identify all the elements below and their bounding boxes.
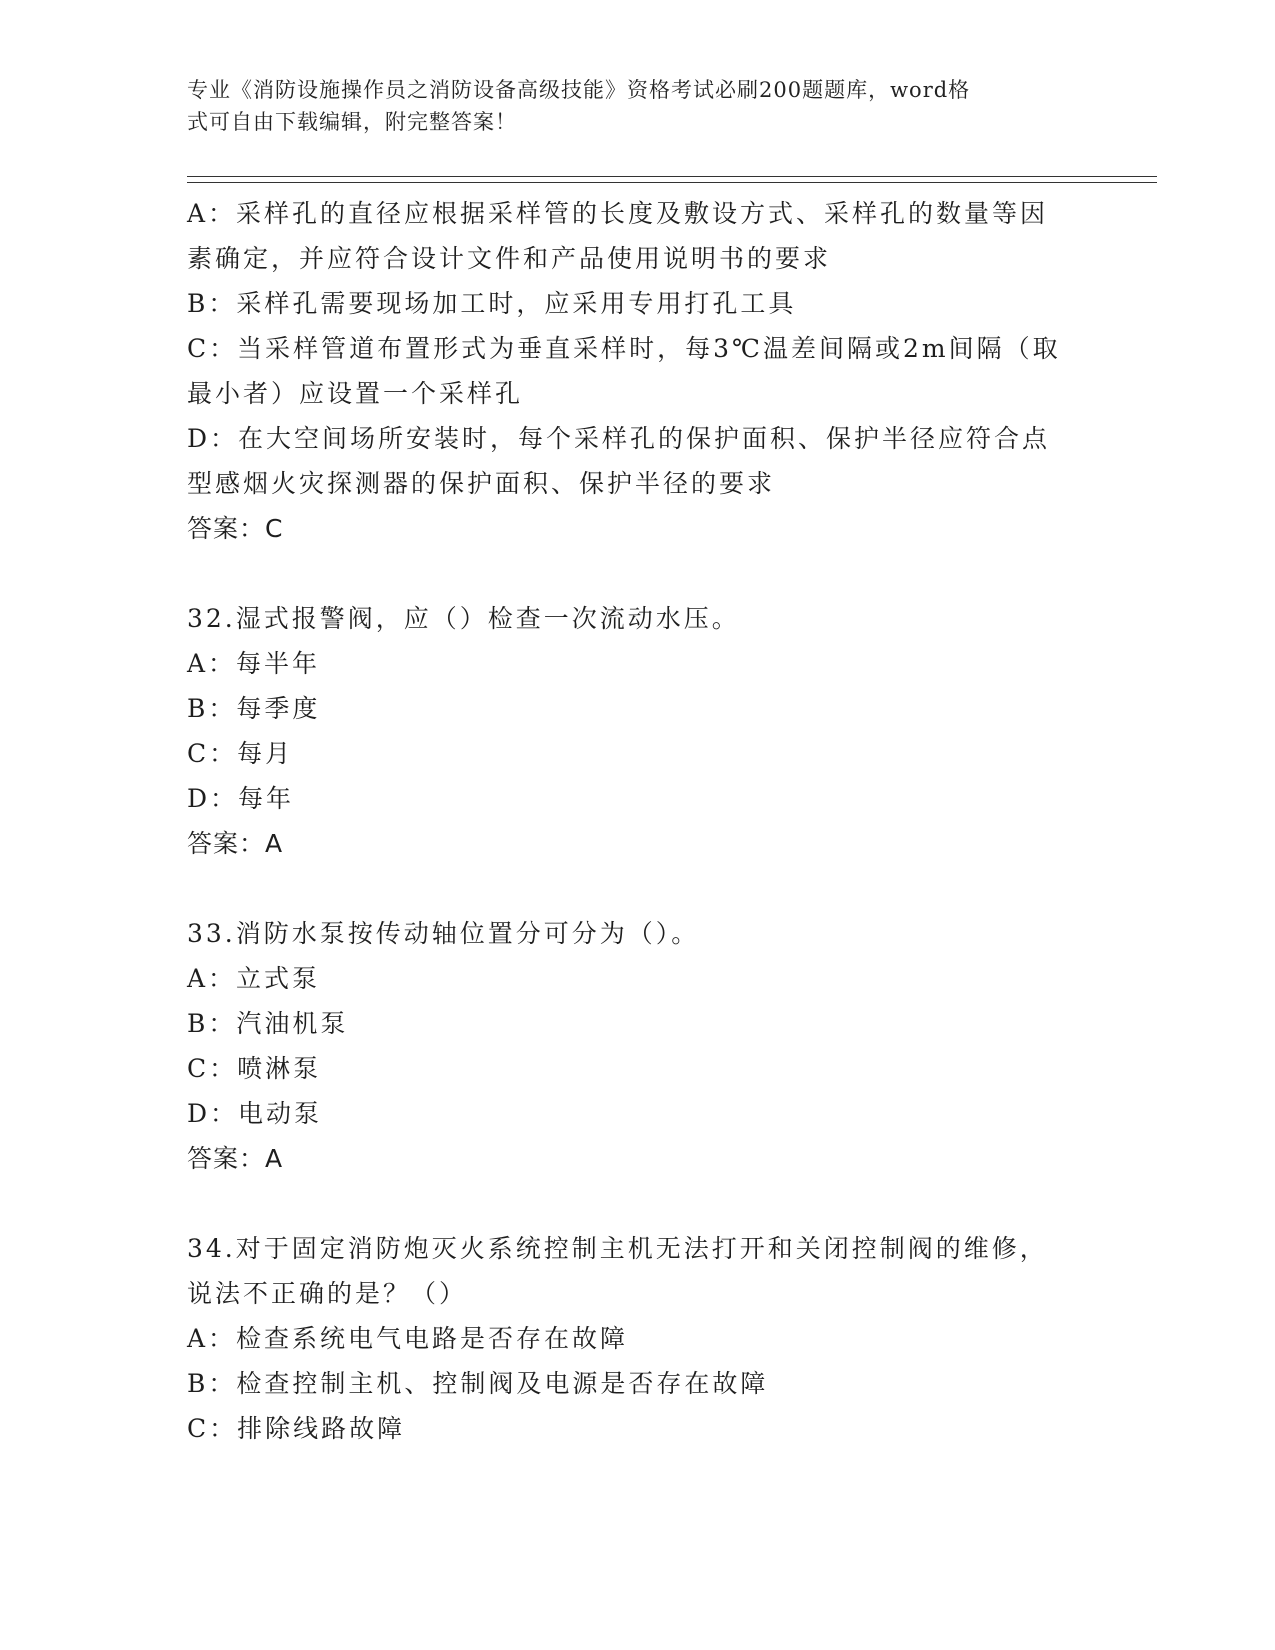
q34-question-line-2: 说法不正确的是？（） — [187, 1279, 468, 1308]
question-list — [187, 191, 1087, 1451]
q33-option-a: A：立式泵 — [187, 964, 321, 993]
spacer — [187, 866, 1087, 911]
header-line-2: 式可自由下载编辑，附完整答案！ — [187, 110, 517, 134]
q33-option-c: C：喷淋泵 — [187, 1054, 322, 1083]
q32-answer: 答案：A — [187, 829, 284, 858]
q31-option-c-line-1: C：当采样管道布置形式为垂直采样时，每3℃温差间隔或2m间隔（取 — [187, 334, 1061, 363]
header-rule-bottom — [187, 182, 1157, 183]
q32-option-c: C：每月 — [187, 739, 294, 768]
q33-answer: 答案：A — [187, 1144, 284, 1173]
q33-option-d: D：电动泵 — [187, 1099, 323, 1128]
question-33 — [187, 911, 1087, 1181]
question-34 — [187, 1226, 1087, 1451]
header-line-1: 专业《消防设施操作员之消防设备高级技能》资格考试必刷200题题库，word格 — [187, 78, 971, 102]
q32-option-b: B：每季度 — [187, 694, 321, 723]
q31-option-d-line-1: D：在大空间场所安装时，每个采样孔的保护面积、保护半径应符合点 — [187, 424, 1051, 453]
q31-option-a-line-2: 素确定，并应符合设计文件和产品使用说明书的要求 — [187, 244, 832, 273]
question-31-tail — [187, 191, 1087, 551]
q32-question: 32.湿式报警阀，应（）检查一次流动水压。 — [187, 604, 740, 633]
question-32 — [187, 596, 1087, 866]
q34-question-line-1: 34.对于固定消防炮灭火系统控制主机无法打开和关闭控制阀的维修， — [187, 1234, 1048, 1263]
q33-question: 33.消防水泵按传动轴位置分可分为（）。 — [187, 919, 700, 948]
spacer — [187, 551, 1087, 596]
spacer — [187, 1181, 1087, 1226]
q31-option-b: B：采样孔需要现场加工时，应采用专用打孔工具 — [187, 289, 797, 318]
q31-answer: 答案：C — [187, 514, 284, 543]
q32-option-a: A：每半年 — [187, 649, 321, 678]
q33-option-b: B：汽油机泵 — [187, 1009, 349, 1038]
q31-option-a-line-1: A：采样孔的直径应根据采样管的长度及敷设方式、采样孔的数量等因 — [187, 199, 1049, 228]
document-header — [187, 74, 1067, 138]
q32-option-d: D：每年 — [187, 784, 295, 813]
q34-option-c: C：排除线路故障 — [187, 1414, 406, 1443]
q34-option-b: B：检查控制主机、控制阀及电源是否存在故障 — [187, 1369, 769, 1398]
q31-option-d-line-2: 型感烟火灾探测器的保护面积、保护半径的要求 — [187, 469, 776, 498]
q31-option-c-line-2: 最小者）应设置一个采样孔 — [187, 379, 524, 408]
q34-option-a: A：检查系统电气电路是否存在故障 — [187, 1324, 629, 1353]
header-rule-top — [187, 176, 1157, 177]
